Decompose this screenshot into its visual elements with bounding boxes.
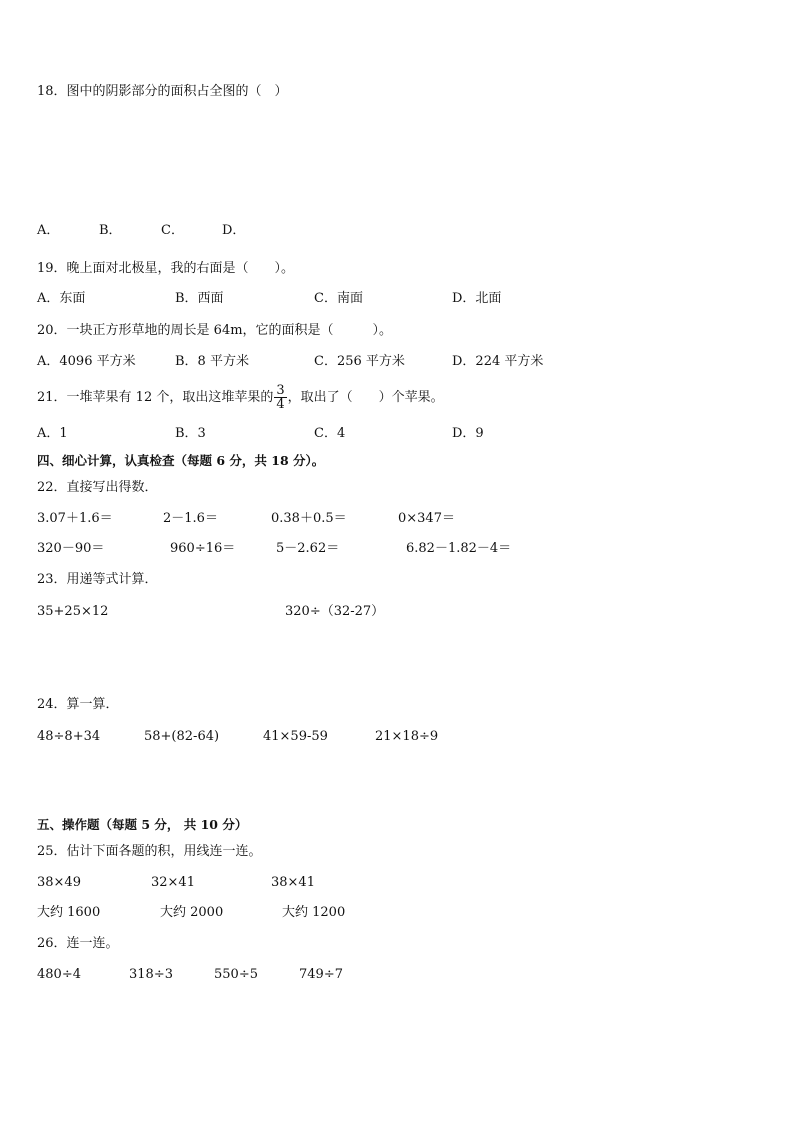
q21-stem [37,380,444,416]
q24-expr: 58+(82-64) [144,729,220,744]
q19-option-c[interactable]: C．南面 [314,291,363,306]
q18-option-a[interactable]: A． [37,223,60,238]
section-5-title: 五、操作题（每题 5 分， 共 10 分） [37,817,248,832]
q21-option-a[interactable]: A．1 [37,426,68,441]
q26-stem: 26．连一连。 [37,936,119,951]
q22-expr: 5－2.62＝ [276,541,340,556]
q22-expr: 6.82－1.82－4＝ [406,541,512,556]
q22-expr: 0.38＋0.5＝ [271,511,347,526]
q23-stem: 23．用递等式计算． [37,572,158,587]
q21-fraction [274,384,286,411]
q19-option-a[interactable]: A．东面 [37,291,86,306]
q22-expr: 2－1.6＝ [163,511,218,526]
q19-option-d[interactable]: D．北面 [452,291,502,306]
q21-stem-before: 21．一堆苹果有 12 个，取出这堆苹果的 [37,390,274,405]
q23-expr: 320÷（32-27） [285,604,385,619]
section-4-title: 四、细心计算，认真检查（每题 6 分，共 18 分）。 [37,453,325,468]
q25-answer[interactable]: 大约 1200 [282,905,346,920]
q22-expr: 320－90＝ [37,541,105,556]
q22-expr: 0×347＝ [398,511,455,526]
q25-expr[interactable]: 32×41 [151,875,195,890]
q22-expr: 3.07＋1.6＝ [37,511,113,526]
q25-expr[interactable]: 38×41 [271,875,315,890]
q22-stem: 22．直接写出得数． [37,480,158,495]
q26-expr[interactable]: 480÷4 [37,967,81,982]
q21-option-d[interactable]: D．9 [452,426,484,441]
q23-expr: 35+25×12 [37,604,109,619]
q21-option-c[interactable]: C．4 [314,426,346,441]
q18-stem: 18．图中的阴影部分的面积占全图的（ ） [37,84,288,99]
q20-option-c[interactable]: C．256 平方米 [314,354,405,369]
q24-expr: 21×18÷9 [375,729,439,744]
q21-stem-after: ，取出了（ ）个苹果。 [287,390,444,405]
q24-expr: 41×59-59 [263,729,328,744]
q22-expr: 960÷16＝ [170,541,236,556]
q18-option-d[interactable]: D． [222,223,246,238]
q25-answer[interactable]: 大约 1600 [37,905,101,920]
q20-option-b[interactable]: B．8 平方米 [175,354,249,369]
q25-stem: 25．估计下面各题的积，用线连一连。 [37,844,262,859]
q24-stem: 24．算一算． [37,697,119,712]
q26-expr[interactable]: 749÷7 [299,967,343,982]
q25-answer[interactable]: 大约 2000 [160,905,224,920]
q26-expr[interactable]: 318÷3 [129,967,173,982]
q20-option-a[interactable]: A．4096 平方米 [37,354,136,369]
q19-option-b[interactable]: B．西面 [175,291,224,306]
q19-stem: 19．晚上面对北极星，我的右面是（ ）。 [37,261,295,276]
q21-fraction-denominator: 4 [276,397,285,412]
q24-expr: 48÷8+34 [37,729,101,744]
q21-option-b[interactable]: B．3 [175,426,206,441]
q20-stem: 20．一块正方形草地的周长是 64m，它的面积是（ ）。 [37,323,393,338]
q20-option-d[interactable]: D．224 平方米 [452,354,544,369]
q21-fraction-numerator: 3 [276,383,285,398]
q25-expr[interactable]: 38×49 [37,875,81,890]
q18-option-b[interactable]: B． [99,223,122,238]
q18-option-c[interactable]: C． [161,223,184,238]
q26-expr[interactable]: 550÷5 [214,967,258,982]
